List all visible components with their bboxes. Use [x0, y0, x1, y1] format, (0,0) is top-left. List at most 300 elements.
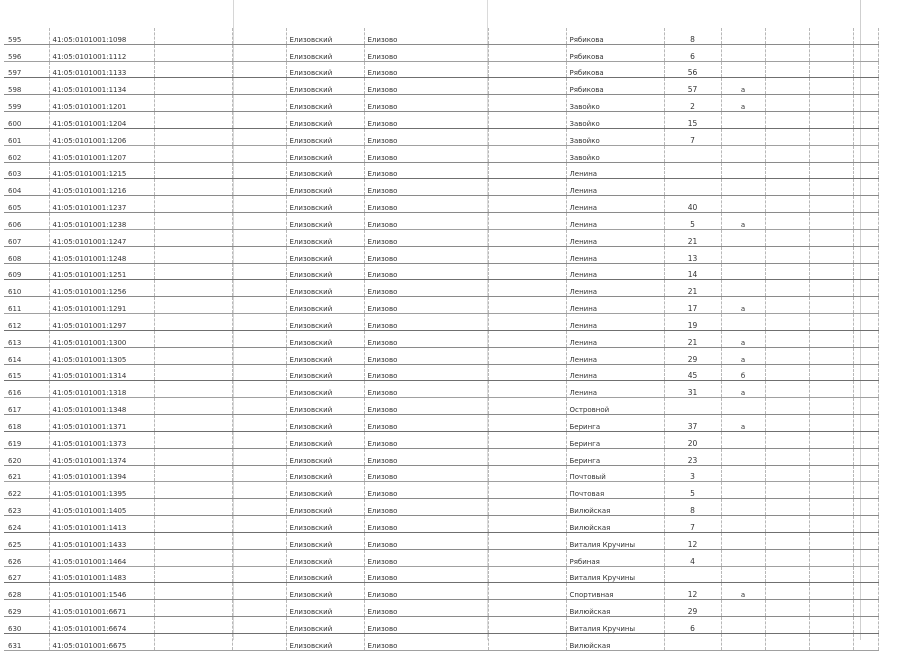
- row-number-cell: 627: [4, 566, 49, 583]
- empty-cell: [232, 381, 286, 398]
- empty-cell: [488, 263, 566, 280]
- empty-cell: [488, 330, 566, 347]
- empty-cell: [809, 314, 853, 331]
- town-cell: Елизово: [364, 398, 488, 415]
- town-cell: Елизово: [364, 549, 488, 566]
- house-number-cell: 6: [664, 44, 721, 61]
- table-row: [4, 330, 878, 347]
- empty-cell: [809, 616, 853, 633]
- empty-cell: [765, 44, 809, 61]
- house-letter-cell: [721, 532, 765, 549]
- empty-cell: [154, 364, 232, 381]
- house-number-cell: 3: [664, 465, 721, 482]
- table-row: [4, 499, 878, 516]
- empty-cell: [809, 196, 853, 213]
- table-row: [4, 532, 878, 549]
- empty-cell: [488, 415, 566, 432]
- row-number-cell: 596: [4, 44, 49, 61]
- table-row: [4, 415, 878, 432]
- district-cell: Елизовский: [286, 516, 364, 533]
- row-number-cell: 616: [4, 381, 49, 398]
- empty-cell: [809, 28, 853, 44]
- town-cell: Елизово: [364, 415, 488, 432]
- street-cell: Ленина: [566, 297, 664, 314]
- house-letter-cell: а: [721, 213, 765, 230]
- street-cell: Почтовая: [566, 482, 664, 499]
- empty-cell: [154, 600, 232, 617]
- town-cell: Елизово: [364, 381, 488, 398]
- street-cell: Ленина: [566, 347, 664, 364]
- empty-cell: [765, 162, 809, 179]
- empty-cell: [488, 112, 566, 129]
- town-cell: Елизово: [364, 179, 488, 196]
- town-cell: Елизово: [364, 499, 488, 516]
- empty-cell: [765, 128, 809, 145]
- street-cell: Почтовый: [566, 465, 664, 482]
- district-cell: Елизовский: [286, 364, 364, 381]
- empty-cell: [809, 179, 853, 196]
- cadastral-number-cell: 41:05:0101001:1405: [49, 499, 154, 516]
- district-cell: Елизовский: [286, 415, 364, 432]
- empty-cell: [853, 381, 878, 398]
- empty-cell: [809, 566, 853, 583]
- house-number-cell: 8: [664, 499, 721, 516]
- empty-cell: [853, 347, 878, 364]
- row-number-cell: 604: [4, 179, 49, 196]
- empty-cell: [853, 213, 878, 230]
- empty-cell: [488, 398, 566, 415]
- empty-cell: [853, 600, 878, 617]
- table-row: [4, 297, 878, 314]
- town-cell: Елизово: [364, 78, 488, 95]
- town-cell: Елизово: [364, 616, 488, 633]
- empty-cell: [154, 398, 232, 415]
- empty-cell: [809, 465, 853, 482]
- cadastral-number-cell: 41:05:0101001:1300: [49, 330, 154, 347]
- empty-cell: [809, 482, 853, 499]
- row-number-cell: 597: [4, 61, 49, 78]
- district-cell: Елизовский: [286, 431, 364, 448]
- empty-cell: [154, 633, 232, 650]
- street-cell: Ленина: [566, 314, 664, 331]
- empty-cell: [809, 44, 853, 61]
- empty-cell: [853, 246, 878, 263]
- street-cell: Завойко: [566, 128, 664, 145]
- empty-cell: [809, 78, 853, 95]
- cadastral-number-cell: 41:05:0101001:1314: [49, 364, 154, 381]
- street-cell: Ленина: [566, 330, 664, 347]
- empty-cell: [809, 364, 853, 381]
- house-letter-cell: а: [721, 330, 765, 347]
- cadastral-number-cell: 41:05:0101001:1464: [49, 549, 154, 566]
- empty-cell: [488, 600, 566, 617]
- street-cell: Виталия Кручины: [566, 566, 664, 583]
- row-number-cell: 602: [4, 145, 49, 162]
- empty-cell: [765, 465, 809, 482]
- row-number-cell: 623: [4, 499, 49, 516]
- cadastral-number-cell: 41:05:0101001:1394: [49, 465, 154, 482]
- street-cell: Ленина: [566, 381, 664, 398]
- empty-cell: [853, 263, 878, 280]
- street-cell: Завойко: [566, 145, 664, 162]
- street-cell: Беринга: [566, 415, 664, 432]
- empty-cell: [765, 549, 809, 566]
- district-cell: Елизовский: [286, 600, 364, 617]
- empty-cell: [232, 499, 286, 516]
- row-number-cell: 614: [4, 347, 49, 364]
- empty-cell: [853, 112, 878, 129]
- empty-cell: [853, 431, 878, 448]
- house-number-cell: [664, 633, 721, 650]
- empty-cell: [154, 616, 232, 633]
- house-number-cell: 29: [664, 347, 721, 364]
- row-number-cell: 621: [4, 465, 49, 482]
- empty-cell: [488, 381, 566, 398]
- empty-cell: [232, 516, 286, 533]
- house-letter-cell: [721, 229, 765, 246]
- street-cell: Завойко: [566, 95, 664, 112]
- empty-cell: [765, 179, 809, 196]
- empty-cell: [853, 95, 878, 112]
- street-cell: Ленина: [566, 213, 664, 230]
- table-row: [4, 145, 878, 162]
- town-cell: Елизово: [364, 364, 488, 381]
- empty-cell: [809, 532, 853, 549]
- empty-cell: [232, 179, 286, 196]
- cadastral-number-cell: 41:05:0101001:1098: [49, 28, 154, 44]
- empty-cell: [488, 44, 566, 61]
- house-letter-cell: [721, 280, 765, 297]
- house-number-cell: [664, 145, 721, 162]
- empty-cell: [809, 263, 853, 280]
- house-letter-cell: [721, 314, 765, 331]
- empty-cell: [765, 78, 809, 95]
- row-number-cell: 617: [4, 398, 49, 415]
- house-letter-cell: [721, 499, 765, 516]
- empty-cell: [809, 633, 853, 650]
- empty-cell: [154, 297, 232, 314]
- empty-cell: [765, 532, 809, 549]
- empty-cell: [154, 330, 232, 347]
- empty-cell: [765, 61, 809, 78]
- empty-cell: [809, 448, 853, 465]
- row-number-cell: 625: [4, 532, 49, 549]
- empty-cell: [232, 61, 286, 78]
- empty-cell: [765, 263, 809, 280]
- district-cell: Елизовский: [286, 532, 364, 549]
- table-row: [4, 616, 878, 633]
- street-cell: Островной: [566, 398, 664, 415]
- empty-cell: [154, 229, 232, 246]
- empty-cell: [154, 314, 232, 331]
- town-cell: Елизово: [364, 28, 488, 44]
- house-letter-cell: [721, 549, 765, 566]
- district-cell: Елизовский: [286, 213, 364, 230]
- table-row: [4, 431, 878, 448]
- row-number-cell: 603: [4, 162, 49, 179]
- empty-cell: [765, 381, 809, 398]
- empty-cell: [488, 499, 566, 516]
- table-row: [4, 314, 878, 331]
- empty-cell: [853, 229, 878, 246]
- house-number-cell: 29: [664, 600, 721, 617]
- empty-cell: [154, 246, 232, 263]
- house-letter-cell: [721, 616, 765, 633]
- street-cell: Ленина: [566, 364, 664, 381]
- empty-cell: [488, 314, 566, 331]
- empty-cell: [765, 229, 809, 246]
- empty-cell: [853, 549, 878, 566]
- house-letter-cell: а: [721, 583, 765, 600]
- row-number-cell: 612: [4, 314, 49, 331]
- cadastral-number-cell: 41:05:0101001:1215: [49, 162, 154, 179]
- street-cell: Рябикова: [566, 44, 664, 61]
- row-number-cell: 595: [4, 28, 49, 44]
- town-cell: Елизово: [364, 347, 488, 364]
- house-number-cell: 4: [664, 549, 721, 566]
- row-number-cell: 599: [4, 95, 49, 112]
- house-number-cell: 19: [664, 314, 721, 331]
- empty-cell: [809, 112, 853, 129]
- house-letter-cell: [721, 465, 765, 482]
- house-number-cell: 12: [664, 583, 721, 600]
- house-letter-cell: [721, 128, 765, 145]
- house-number-cell: 57: [664, 78, 721, 95]
- town-cell: Елизово: [364, 263, 488, 280]
- street-cell: Вилюйская: [566, 499, 664, 516]
- cadastral-number-cell: 41:05:0101001:1133: [49, 61, 154, 78]
- empty-cell: [232, 616, 286, 633]
- empty-cell: [488, 280, 566, 297]
- empty-cell: [765, 448, 809, 465]
- empty-cell: [232, 196, 286, 213]
- cadastral-number-cell: 41:05:0101001:1433: [49, 532, 154, 549]
- empty-cell: [488, 229, 566, 246]
- empty-cell: [853, 516, 878, 533]
- empty-cell: [765, 633, 809, 650]
- row-number-cell: 626: [4, 549, 49, 566]
- table-row: [4, 280, 878, 297]
- house-number-cell: 2: [664, 95, 721, 112]
- table-row: [4, 633, 878, 650]
- empty-cell: [765, 600, 809, 617]
- district-cell: Елизовский: [286, 566, 364, 583]
- street-cell: Завойко: [566, 112, 664, 129]
- empty-cell: [488, 28, 566, 44]
- house-letter-cell: [721, 633, 765, 650]
- empty-cell: [232, 229, 286, 246]
- house-letter-cell: [721, 398, 765, 415]
- house-letter-cell: [721, 246, 765, 263]
- empty-cell: [154, 263, 232, 280]
- row-number-cell: 613: [4, 330, 49, 347]
- house-number-cell: [664, 398, 721, 415]
- cadastral-number-cell: 41:05:0101001:1237: [49, 196, 154, 213]
- empty-cell: [488, 465, 566, 482]
- empty-cell: [488, 297, 566, 314]
- empty-cell: [809, 499, 853, 516]
- table-row: [4, 28, 878, 44]
- row-number-cell: 610: [4, 280, 49, 297]
- empty-cell: [765, 213, 809, 230]
- empty-cell: [853, 415, 878, 432]
- row-number-cell: 601: [4, 128, 49, 145]
- empty-cell: [765, 28, 809, 44]
- empty-cell: [765, 196, 809, 213]
- table-row: [4, 95, 878, 112]
- table-row: [4, 364, 878, 381]
- district-cell: Елизовский: [286, 314, 364, 331]
- district-cell: Елизовский: [286, 398, 364, 415]
- empty-cell: [809, 549, 853, 566]
- street-cell: Виталия Кручины: [566, 616, 664, 633]
- empty-cell: [488, 95, 566, 112]
- district-cell: Елизовский: [286, 482, 364, 499]
- row-number-cell: 606: [4, 213, 49, 230]
- empty-cell: [232, 28, 286, 44]
- cadastral-number-cell: 41:05:0101001:1291: [49, 297, 154, 314]
- empty-cell: [488, 196, 566, 213]
- empty-cell: [232, 95, 286, 112]
- house-letter-cell: [721, 61, 765, 78]
- property-registry-table: [4, 28, 879, 651]
- empty-cell: [488, 246, 566, 263]
- empty-cell: [232, 415, 286, 432]
- row-number-cell: 605: [4, 196, 49, 213]
- row-number-cell: 630: [4, 616, 49, 633]
- empty-cell: [809, 95, 853, 112]
- empty-cell: [853, 364, 878, 381]
- empty-cell: [488, 448, 566, 465]
- town-cell: Елизово: [364, 465, 488, 482]
- district-cell: Елизовский: [286, 179, 364, 196]
- empty-cell: [154, 162, 232, 179]
- street-cell: Вилюйская: [566, 600, 664, 617]
- district-cell: Елизовский: [286, 616, 364, 633]
- house-number-cell: 8: [664, 28, 721, 44]
- empty-cell: [853, 532, 878, 549]
- street-cell: Ленина: [566, 280, 664, 297]
- empty-cell: [154, 61, 232, 78]
- empty-cell: [488, 616, 566, 633]
- empty-cell: [232, 314, 286, 331]
- row-number-cell: 615: [4, 364, 49, 381]
- empty-cell: [232, 364, 286, 381]
- cadastral-number-cell: 41:05:0101001:1413: [49, 516, 154, 533]
- table-row: [4, 196, 878, 213]
- street-cell: Вилюйская: [566, 633, 664, 650]
- cadastral-number-cell: 41:05:0101001:1112: [49, 44, 154, 61]
- house-number-cell: 7: [664, 128, 721, 145]
- empty-cell: [809, 229, 853, 246]
- district-cell: Елизовский: [286, 549, 364, 566]
- house-number-cell: 21: [664, 280, 721, 297]
- empty-cell: [488, 347, 566, 364]
- empty-cell: [232, 566, 286, 583]
- table-row: [4, 263, 878, 280]
- town-cell: Елизово: [364, 516, 488, 533]
- empty-cell: [154, 213, 232, 230]
- district-cell: Елизовский: [286, 381, 364, 398]
- district-cell: Елизовский: [286, 633, 364, 650]
- town-cell: Елизово: [364, 330, 488, 347]
- cadastral-number-cell: 41:05:0101001:1248: [49, 246, 154, 263]
- street-cell: Рябиная: [566, 549, 664, 566]
- house-letter-cell: [721, 448, 765, 465]
- empty-cell: [232, 549, 286, 566]
- town-cell: Елизово: [364, 95, 488, 112]
- house-number-cell: 13: [664, 246, 721, 263]
- street-cell: Рябикова: [566, 28, 664, 44]
- district-cell: Елизовский: [286, 112, 364, 129]
- empty-cell: [765, 398, 809, 415]
- empty-cell: [765, 330, 809, 347]
- empty-cell: [809, 583, 853, 600]
- table-row: [4, 516, 878, 533]
- house-letter-cell: [721, 431, 765, 448]
- house-number-cell: 56: [664, 61, 721, 78]
- house-letter-cell: а: [721, 95, 765, 112]
- empty-cell: [488, 482, 566, 499]
- town-cell: Елизово: [364, 280, 488, 297]
- empty-cell: [154, 482, 232, 499]
- empty-cell: [853, 145, 878, 162]
- cadastral-number-cell: 41:05:0101001:6674: [49, 616, 154, 633]
- table-row: [4, 583, 878, 600]
- house-letter-cell: а: [721, 381, 765, 398]
- empty-cell: [853, 44, 878, 61]
- table-row: [4, 246, 878, 263]
- street-cell: Рябикова: [566, 61, 664, 78]
- empty-cell: [765, 112, 809, 129]
- house-letter-cell: а: [721, 297, 765, 314]
- empty-cell: [488, 179, 566, 196]
- town-cell: Елизово: [364, 128, 488, 145]
- empty-cell: [488, 78, 566, 95]
- empty-cell: [154, 347, 232, 364]
- row-number-cell: 608: [4, 246, 49, 263]
- district-cell: Елизовский: [286, 145, 364, 162]
- row-number-cell: 598: [4, 78, 49, 95]
- empty-cell: [232, 246, 286, 263]
- street-cell: Рябикова: [566, 78, 664, 95]
- district-cell: Елизовский: [286, 465, 364, 482]
- street-cell: Ленина: [566, 263, 664, 280]
- empty-cell: [853, 280, 878, 297]
- street-cell: Ленина: [566, 179, 664, 196]
- town-cell: Елизово: [364, 482, 488, 499]
- cadastral-number-cell: 41:05:0101001:1204: [49, 112, 154, 129]
- cadastral-number-cell: 41:05:0101001:1348: [49, 398, 154, 415]
- cadastral-number-cell: 41:05:0101001:1371: [49, 415, 154, 432]
- empty-cell: [154, 28, 232, 44]
- empty-cell: [809, 600, 853, 617]
- empty-cell: [853, 583, 878, 600]
- empty-cell: [488, 431, 566, 448]
- empty-cell: [488, 364, 566, 381]
- cadastral-number-cell: 41:05:0101001:1206: [49, 128, 154, 145]
- house-letter-cell: [721, 28, 765, 44]
- empty-cell: [853, 616, 878, 633]
- empty-cell: [809, 516, 853, 533]
- empty-cell: [154, 112, 232, 129]
- table-row: [4, 347, 878, 364]
- house-number-cell: [664, 162, 721, 179]
- empty-cell: [488, 61, 566, 78]
- empty-cell: [232, 280, 286, 297]
- house-number-cell: 12: [664, 532, 721, 549]
- cadastral-number-cell: 41:05:0101001:1374: [49, 448, 154, 465]
